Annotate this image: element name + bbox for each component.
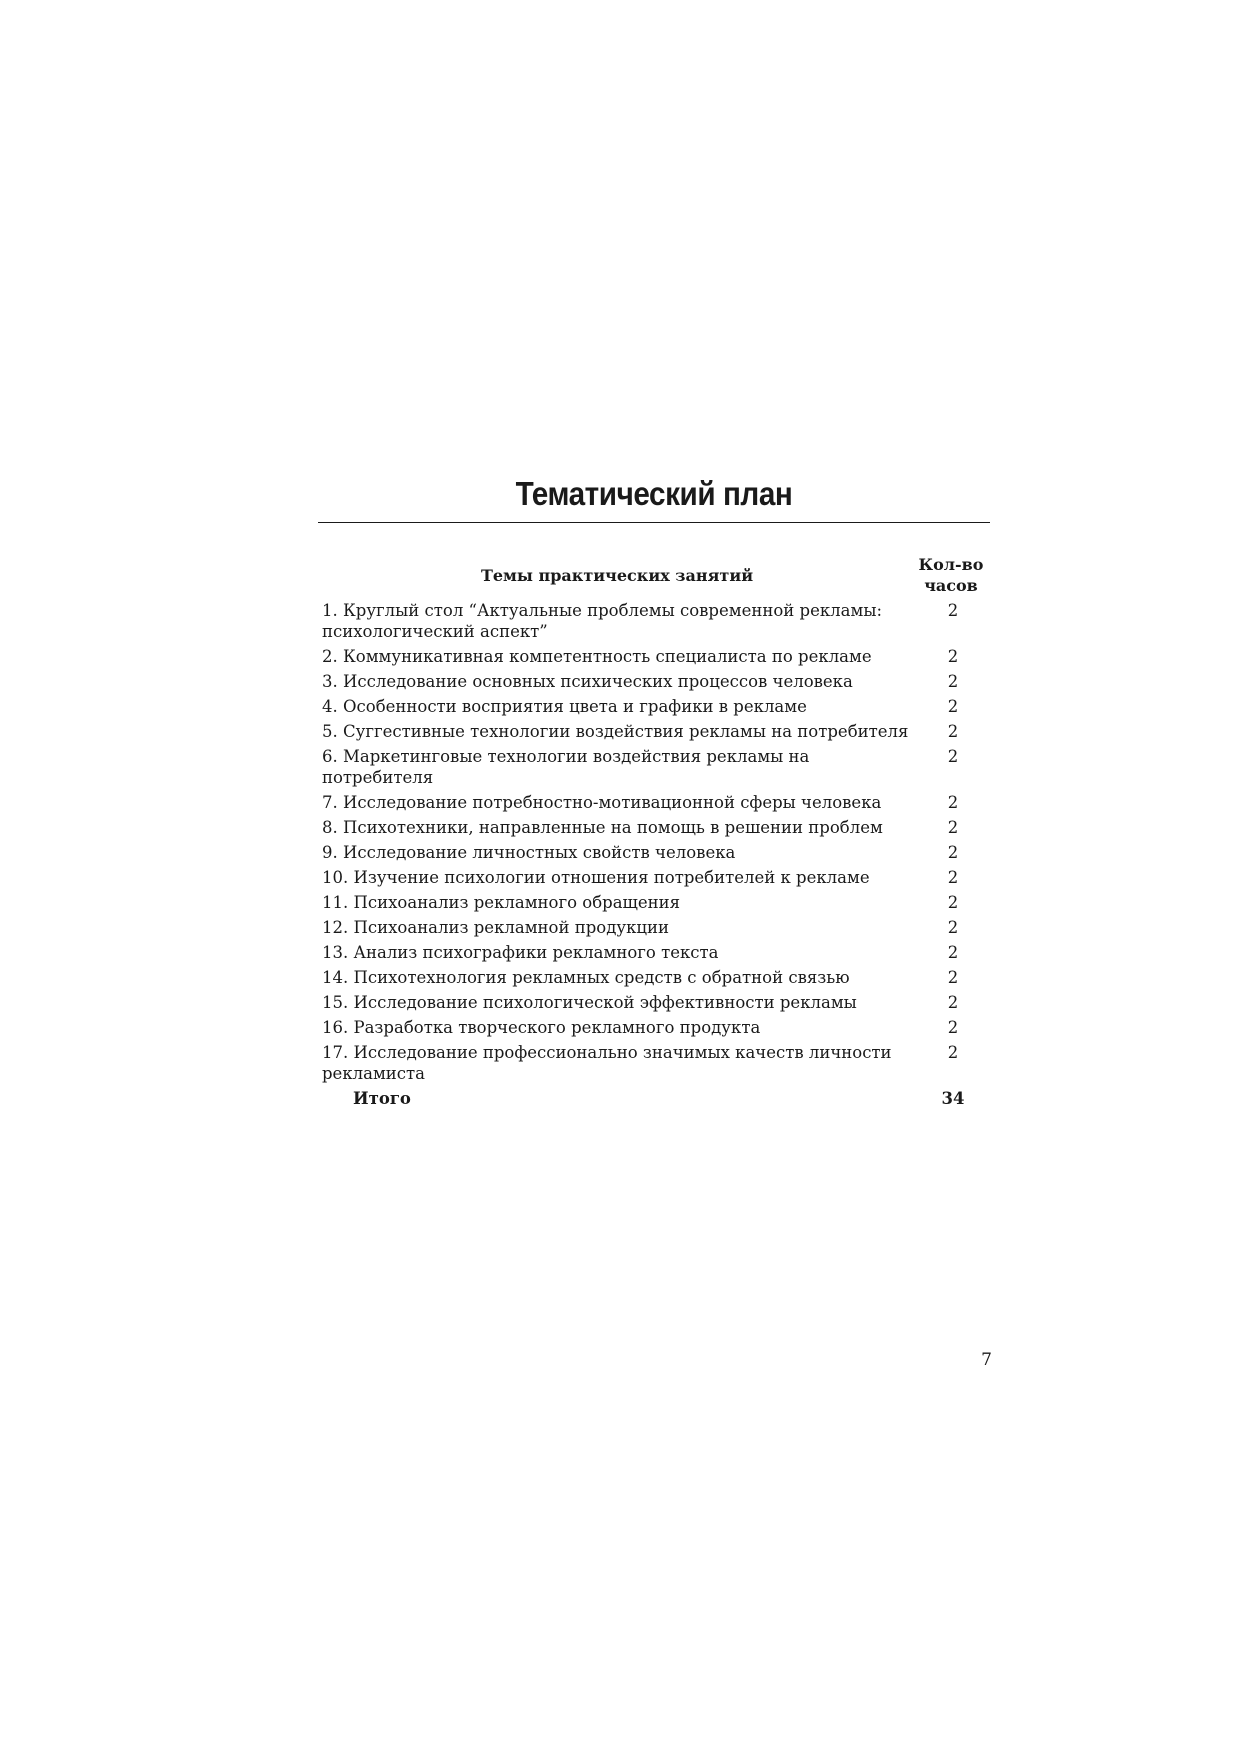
topic-cell: 16. Разработка творческого рекламного продукта xyxy=(322,1018,761,1037)
hours-cell: 2 xyxy=(947,1018,959,1037)
topic-cell: 5. Суггестивные технологии воздействия рекламы на потребителя xyxy=(322,722,909,741)
table-header-row xyxy=(322,552,990,598)
table-row xyxy=(322,942,990,963)
hours-cell: 2 xyxy=(947,1043,959,1062)
topic-cell: 15. Исследование психологической эффективности рекламы xyxy=(322,993,857,1012)
hours-cell: 2 xyxy=(947,968,959,987)
table-row xyxy=(322,696,990,717)
hours-cell: 2 xyxy=(947,918,959,937)
table-row xyxy=(322,600,990,642)
hours-cell: 2 xyxy=(947,893,959,912)
table-row xyxy=(322,646,990,667)
topic-cell: 7. Исследование потребностно-мотивационной сферы человека xyxy=(322,793,882,812)
table-row xyxy=(322,1017,990,1038)
hours-cell: 2 xyxy=(947,843,959,862)
table-row xyxy=(322,867,990,888)
table-row xyxy=(322,967,990,988)
total-value: 34 xyxy=(941,1089,965,1108)
hours-cell: 2 xyxy=(947,793,959,812)
hours-cell: 2 xyxy=(947,747,959,766)
page-number: 7 xyxy=(981,1350,992,1370)
title-divider xyxy=(318,522,990,523)
table-row xyxy=(322,842,990,863)
total-label: Итого xyxy=(353,1089,411,1108)
table-row xyxy=(322,892,990,913)
hours-cell: 2 xyxy=(947,697,959,716)
header-topics: Темы практических занятий xyxy=(480,565,754,585)
topic-cell: 6. Маркетинговые технологии воздействия рекламы на потребителя xyxy=(322,747,810,787)
table-row xyxy=(322,917,990,938)
topic-cell: 9. Исследование личностных свойств человека xyxy=(322,843,736,862)
topic-cell: 14. Психотехнология рекламных средств с обратной связью xyxy=(322,968,850,987)
page-title: Тематический план xyxy=(515,475,793,512)
table-row xyxy=(322,1042,990,1084)
hours-cell: 2 xyxy=(947,943,959,962)
hours-cell: 2 xyxy=(947,647,959,666)
topic-cell: 11. Психоанализ рекламного обращения xyxy=(322,893,681,912)
topic-cell: 13. Анализ психографики рекламного текста xyxy=(322,943,719,962)
table-row xyxy=(322,817,990,838)
thematic-plan-table xyxy=(322,552,990,1109)
hours-cell: 2 xyxy=(947,868,959,887)
table-row xyxy=(322,671,990,692)
table-row xyxy=(322,792,990,813)
table-body xyxy=(322,600,990,1084)
header-hours-line2: часов xyxy=(924,576,978,595)
table-row xyxy=(322,992,990,1013)
hours-cell: 2 xyxy=(947,818,959,837)
hours-cell: 2 xyxy=(947,722,959,741)
topic-cell: 3. Исследование основных психических процессов человека xyxy=(322,672,853,691)
topic-cell: 12. Психоанализ рекламной продукции xyxy=(322,918,669,937)
topic-cell: 2. Коммуникативная компетентность специалиста по рекламе xyxy=(322,647,872,666)
table-row xyxy=(322,721,990,742)
header-hours xyxy=(912,554,990,596)
topic-cell: 1. Круглый стол “Актуальные проблемы современной рекламы: психологический аспект” xyxy=(322,601,883,641)
topic-cell: 4. Особенности восприятия цвета и графики в рекламе xyxy=(322,697,807,716)
table-row xyxy=(322,746,990,788)
total-row xyxy=(322,1088,990,1109)
hours-cell: 2 xyxy=(947,993,959,1012)
topic-cell: 17. Исследование профессионально значимых качеств личности рекламиста xyxy=(322,1043,892,1083)
header-hours-line1: Кол-во xyxy=(918,555,984,574)
hours-cell: 2 xyxy=(947,601,959,620)
topic-cell: 10. Изучение психологии отношения потребителей к рекламе xyxy=(322,868,870,887)
topic-cell: 8. Психотехники, направленные на помощь в решении проблем xyxy=(322,818,883,837)
hours-cell: 2 xyxy=(947,672,959,691)
